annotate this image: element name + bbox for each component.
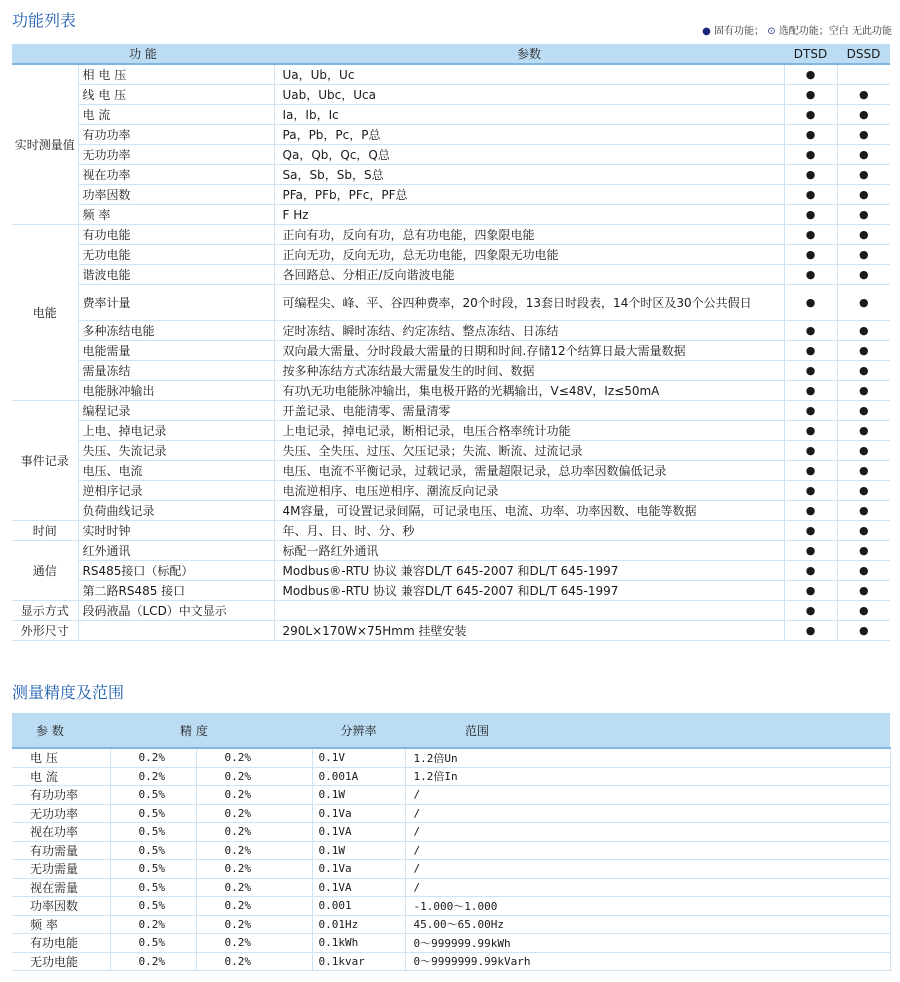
param-cell: 无功需量 — [12, 860, 110, 879]
dtsd-mark: ● — [784, 601, 837, 621]
table-row — [12, 265, 890, 285]
resolution-cell: 0.1W — [312, 786, 405, 805]
function-cell: 相 电 压 — [78, 64, 274, 85]
dssd-mark: ● — [837, 401, 890, 421]
accuracy-cell: 0.5% — [110, 786, 196, 805]
dssd-mark: ● — [837, 341, 890, 361]
function-cell: 段码液晶（LCD）中文显示 — [78, 601, 274, 621]
table-row — [12, 601, 890, 621]
param-cell: 有功电能 — [12, 934, 110, 953]
dssd-mark: ● — [837, 205, 890, 225]
param-cell: Ia，Ib，Ic — [274, 105, 784, 125]
dssd-mark: ● — [837, 461, 890, 481]
function-cell: 多种冻结电能 — [78, 321, 274, 341]
function-list-title: 功能列表 — [12, 11, 77, 30]
accuracy-cell: 0.5% — [110, 841, 196, 860]
dssd-mark: ● — [837, 285, 890, 321]
param-cell: 电压、电流不平衡记录，过载记录，需量超限记录，总功率因数偏低记录 — [274, 461, 784, 481]
table-row — [12, 105, 890, 125]
dtsd-mark: ● — [784, 321, 837, 341]
dtsd-mark: ● — [784, 225, 837, 245]
range-cell: 45.00～65.00Hz — [405, 915, 890, 934]
dtsd-mark: ● — [784, 421, 837, 441]
param-cell: 电 压 — [12, 748, 110, 767]
dtsd-mark: ● — [784, 64, 837, 85]
param-cell: 失压、全失压、过压、欠压记录；失流、断流、过流记录 — [274, 441, 784, 461]
function-cell: 电 流 — [78, 105, 274, 125]
dssd-mark: ● — [837, 481, 890, 501]
accuracy-cell: 0.2% — [110, 767, 196, 786]
param-cell: 功率因数 — [12, 897, 110, 916]
table-row — [12, 581, 890, 601]
accuracy-cell-2: 0.2% — [196, 841, 312, 860]
dtsd-mark: ● — [784, 285, 837, 321]
param-cell: Uab，Ubc，Uca — [274, 85, 784, 105]
resolution-cell: 0.1kWh — [312, 934, 405, 953]
function-cell: 负荷曲线记录 — [78, 501, 274, 521]
range-cell: 0～9999999.99kVarh — [405, 952, 890, 971]
param-cell: 双向最大需量、分时段最大需量的日期和时间.存储12个结算日最大需量数据 — [274, 341, 784, 361]
circled-dot-icon: ⊙ — [767, 26, 776, 37]
dtsd-mark: ● — [784, 165, 837, 185]
table-row — [12, 64, 890, 85]
function-cell: 无功功率 — [78, 145, 274, 165]
table-row — [12, 621, 890, 641]
table-row — [12, 501, 890, 521]
table-row — [12, 361, 890, 381]
table-row — [12, 541, 890, 561]
accuracy-cell-2: 0.2% — [196, 823, 312, 842]
table-row — [12, 85, 890, 105]
range-cell: 1.2倍In — [405, 767, 890, 786]
dtsd-mark: ● — [784, 245, 837, 265]
accuracy-cell: 0.5% — [110, 823, 196, 842]
param-cell — [274, 601, 784, 621]
accuracy-cell-2: 0.2% — [196, 860, 312, 879]
table-row — [12, 860, 890, 879]
resolution-cell: 0.1Va — [312, 804, 405, 823]
table-row — [12, 145, 890, 165]
dtsd-mark: ● — [784, 621, 837, 641]
range-cell: / — [405, 860, 890, 879]
accuracy-cell: 0.5% — [110, 934, 196, 953]
table-row — [12, 767, 890, 786]
table-row — [12, 341, 890, 361]
dtsd-mark: ● — [784, 361, 837, 381]
range-cell: 1.2倍Un — [405, 748, 890, 767]
accuracy-title: 测量精度及范围 — [12, 683, 125, 702]
function-cell: 有功功率 — [78, 125, 274, 145]
group-label: 显示方式 — [12, 601, 78, 621]
function-cell — [78, 621, 274, 641]
header-accuracy: 精 度 — [110, 713, 312, 748]
range-cell: / — [405, 804, 890, 823]
header-range: 范围 — [405, 713, 890, 748]
dtsd-mark: ● — [784, 401, 837, 421]
dtsd-mark: ● — [784, 561, 837, 581]
accuracy-cell-2: 0.2% — [196, 934, 312, 953]
param-cell: 年、月、日、时、分、秒 — [274, 521, 784, 541]
param-cell: Pa，Pb，Pc，P总 — [274, 125, 784, 145]
legend — [702, 22, 892, 37]
header-param: 参数 — [274, 44, 784, 64]
dssd-mark: ● — [837, 581, 890, 601]
resolution-cell: 0.1VA — [312, 823, 405, 842]
dssd-mark — [837, 64, 890, 85]
dssd-mark: ● — [837, 441, 890, 461]
dtsd-mark: ● — [784, 205, 837, 225]
function-cell: 上电、掉电记录 — [78, 421, 274, 441]
function-cell: 无功电能 — [78, 245, 274, 265]
function-cell: 电能脉冲输出 — [78, 381, 274, 401]
accuracy-cell: 0.5% — [110, 878, 196, 897]
param-cell: 正向有功，反向有功，总有功电能，四象限电能 — [274, 225, 784, 245]
function-cell: 功率因数 — [78, 185, 274, 205]
function-cell: 失压、失流记录 — [78, 441, 274, 461]
table-row — [12, 421, 890, 441]
dssd-mark: ● — [837, 621, 890, 641]
function-cell: 线 电 压 — [78, 85, 274, 105]
dssd-mark: ● — [837, 125, 890, 145]
table-row — [12, 481, 890, 501]
function-cell: 频 率 — [78, 205, 274, 225]
header-function: 功 能 — [12, 44, 274, 64]
dtsd-mark: ● — [784, 521, 837, 541]
dssd-mark: ● — [837, 541, 890, 561]
resolution-cell: 0.001A — [312, 767, 405, 786]
function-cell: 视在功率 — [78, 165, 274, 185]
resolution-cell: 0.01Hz — [312, 915, 405, 934]
dtsd-mark: ● — [784, 481, 837, 501]
accuracy-cell-2: 0.2% — [196, 952, 312, 971]
group-label: 通信 — [12, 541, 78, 601]
param-cell: PFa，PFb，PFc，PF总 — [274, 185, 784, 205]
param-cell: Ua，Ub，Uc — [274, 64, 784, 85]
dssd-mark: ● — [837, 501, 890, 521]
param-cell: 定时冻结、瞬时冻结、约定冻结、整点冻结、日冻结 — [274, 321, 784, 341]
legend-fixed: 固有功能； — [714, 26, 765, 37]
accuracy-cell: 0.5% — [110, 860, 196, 879]
group-label: 事件记录 — [12, 401, 78, 521]
header-dssd: DSSD — [837, 44, 890, 64]
dssd-mark: ● — [837, 361, 890, 381]
dssd-mark: ● — [837, 145, 890, 165]
dtsd-mark: ● — [784, 145, 837, 165]
table-row — [12, 321, 890, 341]
legend-optional: 选配功能；空白 无此功能 — [778, 26, 892, 37]
param-cell: 有功功率 — [12, 786, 110, 805]
param-cell: 无功功率 — [12, 804, 110, 823]
header-dtsd: DTSD — [784, 44, 837, 64]
dssd-mark: ● — [837, 105, 890, 125]
dssd-mark: ● — [837, 265, 890, 285]
group-label: 实时测量值 — [12, 64, 78, 225]
dtsd-mark: ● — [784, 441, 837, 461]
resolution-cell: 0.1kvar — [312, 952, 405, 971]
group-label: 外形尺寸 — [12, 621, 78, 641]
table-row — [12, 897, 890, 916]
table-row — [12, 952, 890, 971]
function-cell: 编程记录 — [78, 401, 274, 421]
param-cell: 有功需量 — [12, 841, 110, 860]
param-cell: 标配一路红外通讯 — [274, 541, 784, 561]
range-cell: 0～999999.99kWh — [405, 934, 890, 953]
dssd-mark: ● — [837, 225, 890, 245]
resolution-cell: 0.1W — [312, 841, 405, 860]
function-cell: 电压、电流 — [78, 461, 274, 481]
accuracy-cell-2: 0.2% — [196, 878, 312, 897]
accuracy-table — [12, 713, 891, 971]
param-cell: 无功电能 — [12, 952, 110, 971]
resolution-cell: 0.1Va — [312, 860, 405, 879]
dtsd-mark: ● — [784, 105, 837, 125]
table-row — [12, 285, 890, 321]
function-cell: 费率计量 — [78, 285, 274, 321]
param-cell: F Hz — [274, 205, 784, 225]
resolution-cell: 0.1VA — [312, 878, 405, 897]
param-cell: 电 流 — [12, 767, 110, 786]
dtsd-mark: ● — [784, 341, 837, 361]
table-row — [12, 521, 890, 541]
dtsd-mark: ● — [784, 125, 837, 145]
function-cell: 需量冻结 — [78, 361, 274, 381]
table-row — [12, 841, 890, 860]
dssd-mark: ● — [837, 245, 890, 265]
dtsd-mark: ● — [784, 381, 837, 401]
header-resolution: 分辨率 — [312, 713, 405, 748]
range-cell: / — [405, 841, 890, 860]
param-cell: 有功\无功电能脉冲输出，集电极开路的光耦输出，V≤48V，Iz≤50mA — [274, 381, 784, 401]
resolution-cell: 0.1V — [312, 748, 405, 767]
param-cell: 视在需量 — [12, 878, 110, 897]
table-row — [12, 185, 890, 205]
table-row — [12, 245, 890, 265]
table-row — [12, 561, 890, 581]
accuracy-cell: 0.5% — [110, 897, 196, 916]
param-cell: 正向无功，反向无功，总无功电能，四象限无功电能 — [274, 245, 784, 265]
dssd-mark: ● — [837, 601, 890, 621]
table-row — [12, 125, 890, 145]
dtsd-mark: ● — [784, 541, 837, 561]
accuracy-cell: 0.2% — [110, 915, 196, 934]
table-row — [12, 381, 890, 401]
header-param2: 参 数 — [12, 713, 110, 748]
function-cell: 谐波电能 — [78, 265, 274, 285]
param-cell: 4M容量，可设置记录间隔，可记录电压、电流、功率、功率因数、电能等数据 — [274, 501, 784, 521]
table-row — [12, 786, 890, 805]
table-row — [12, 915, 890, 934]
function-table — [12, 44, 890, 641]
dssd-mark: ● — [837, 521, 890, 541]
range-cell: / — [405, 878, 890, 897]
accuracy-cell-2: 0.2% — [196, 767, 312, 786]
accuracy-cell-2: 0.2% — [196, 748, 312, 767]
param-cell: 按多种冻结方式冻结最大需量发生的时间、数据 — [274, 361, 784, 381]
range-cell: / — [405, 786, 890, 805]
table-row — [12, 804, 890, 823]
dtsd-mark: ● — [784, 85, 837, 105]
function-cell: 红外通讯 — [78, 541, 274, 561]
dssd-mark: ● — [837, 165, 890, 185]
table-row — [12, 748, 890, 767]
function-cell: 第二路RS485 接口 — [78, 581, 274, 601]
param-cell: Modbus®-RTU 协议 兼容DL/T 645-2007 和DL/T 645-1997 — [274, 581, 784, 601]
param-cell: 290L×170W×75Hmm 挂壁安装 — [274, 621, 784, 641]
range-cell: / — [405, 823, 890, 842]
table-row — [12, 225, 890, 245]
dssd-mark: ● — [837, 321, 890, 341]
table-row — [12, 441, 890, 461]
dtsd-mark: ● — [784, 461, 837, 481]
param-cell: 开盖记录、电能清零、需量清零 — [274, 401, 784, 421]
resolution-cell: 0.001 — [312, 897, 405, 916]
accuracy-cell-2: 0.2% — [196, 915, 312, 934]
group-label: 电能 — [12, 225, 78, 401]
accuracy-cell: 0.2% — [110, 952, 196, 971]
function-cell: 电能需量 — [78, 341, 274, 361]
dssd-mark: ● — [837, 561, 890, 581]
function-cell: 有功电能 — [78, 225, 274, 245]
table-row — [12, 823, 890, 842]
param-cell: 上电记录，掉电记录，断相记录，电压合格率统计功能 — [274, 421, 784, 441]
param-cell: Qa，Qb，Qc，Q总 — [274, 145, 784, 165]
param-cell: Sa，Sb，Sb，S总 — [274, 165, 784, 185]
param-cell: Modbus®-RTU 协议 兼容DL/T 645-2007 和DL/T 645-1997 — [274, 561, 784, 581]
table-row — [12, 878, 890, 897]
accuracy-cell: 0.5% — [110, 804, 196, 823]
table-row — [12, 205, 890, 225]
dssd-mark: ● — [837, 381, 890, 401]
function-cell: RS485接口（标配） — [78, 561, 274, 581]
group-label: 时间 — [12, 521, 78, 541]
dtsd-mark: ● — [784, 581, 837, 601]
table-row — [12, 401, 890, 421]
dtsd-mark: ● — [784, 185, 837, 205]
function-cell: 实时时钟 — [78, 521, 274, 541]
param-cell: 视在功率 — [12, 823, 110, 842]
table-row — [12, 461, 890, 481]
param-cell: 电流逆相序、电压逆相序、潮流反向记录 — [274, 481, 784, 501]
param-cell: 各回路总、分相正/反向谐波电能 — [274, 265, 784, 285]
accuracy-cell-2: 0.2% — [196, 897, 312, 916]
dtsd-mark: ● — [784, 265, 837, 285]
dssd-mark: ● — [837, 185, 890, 205]
accuracy-cell-2: 0.2% — [196, 786, 312, 805]
accuracy-cell-2: 0.2% — [196, 804, 312, 823]
dssd-mark: ● — [837, 421, 890, 441]
accuracy-cell: 0.2% — [110, 748, 196, 767]
function-cell: 逆相序记录 — [78, 481, 274, 501]
table-row — [12, 934, 890, 953]
filled-dot-icon: ● — [702, 26, 711, 37]
param-cell: 可编程尖、峰、平、谷四种费率，20个时段，13套日时段表，14个时区及30个公共假日 — [274, 285, 784, 321]
dtsd-mark: ● — [784, 501, 837, 521]
table-row — [12, 165, 890, 185]
dssd-mark: ● — [837, 85, 890, 105]
param-cell: 频 率 — [12, 915, 110, 934]
range-cell: -1.000～1.000 — [405, 897, 890, 916]
